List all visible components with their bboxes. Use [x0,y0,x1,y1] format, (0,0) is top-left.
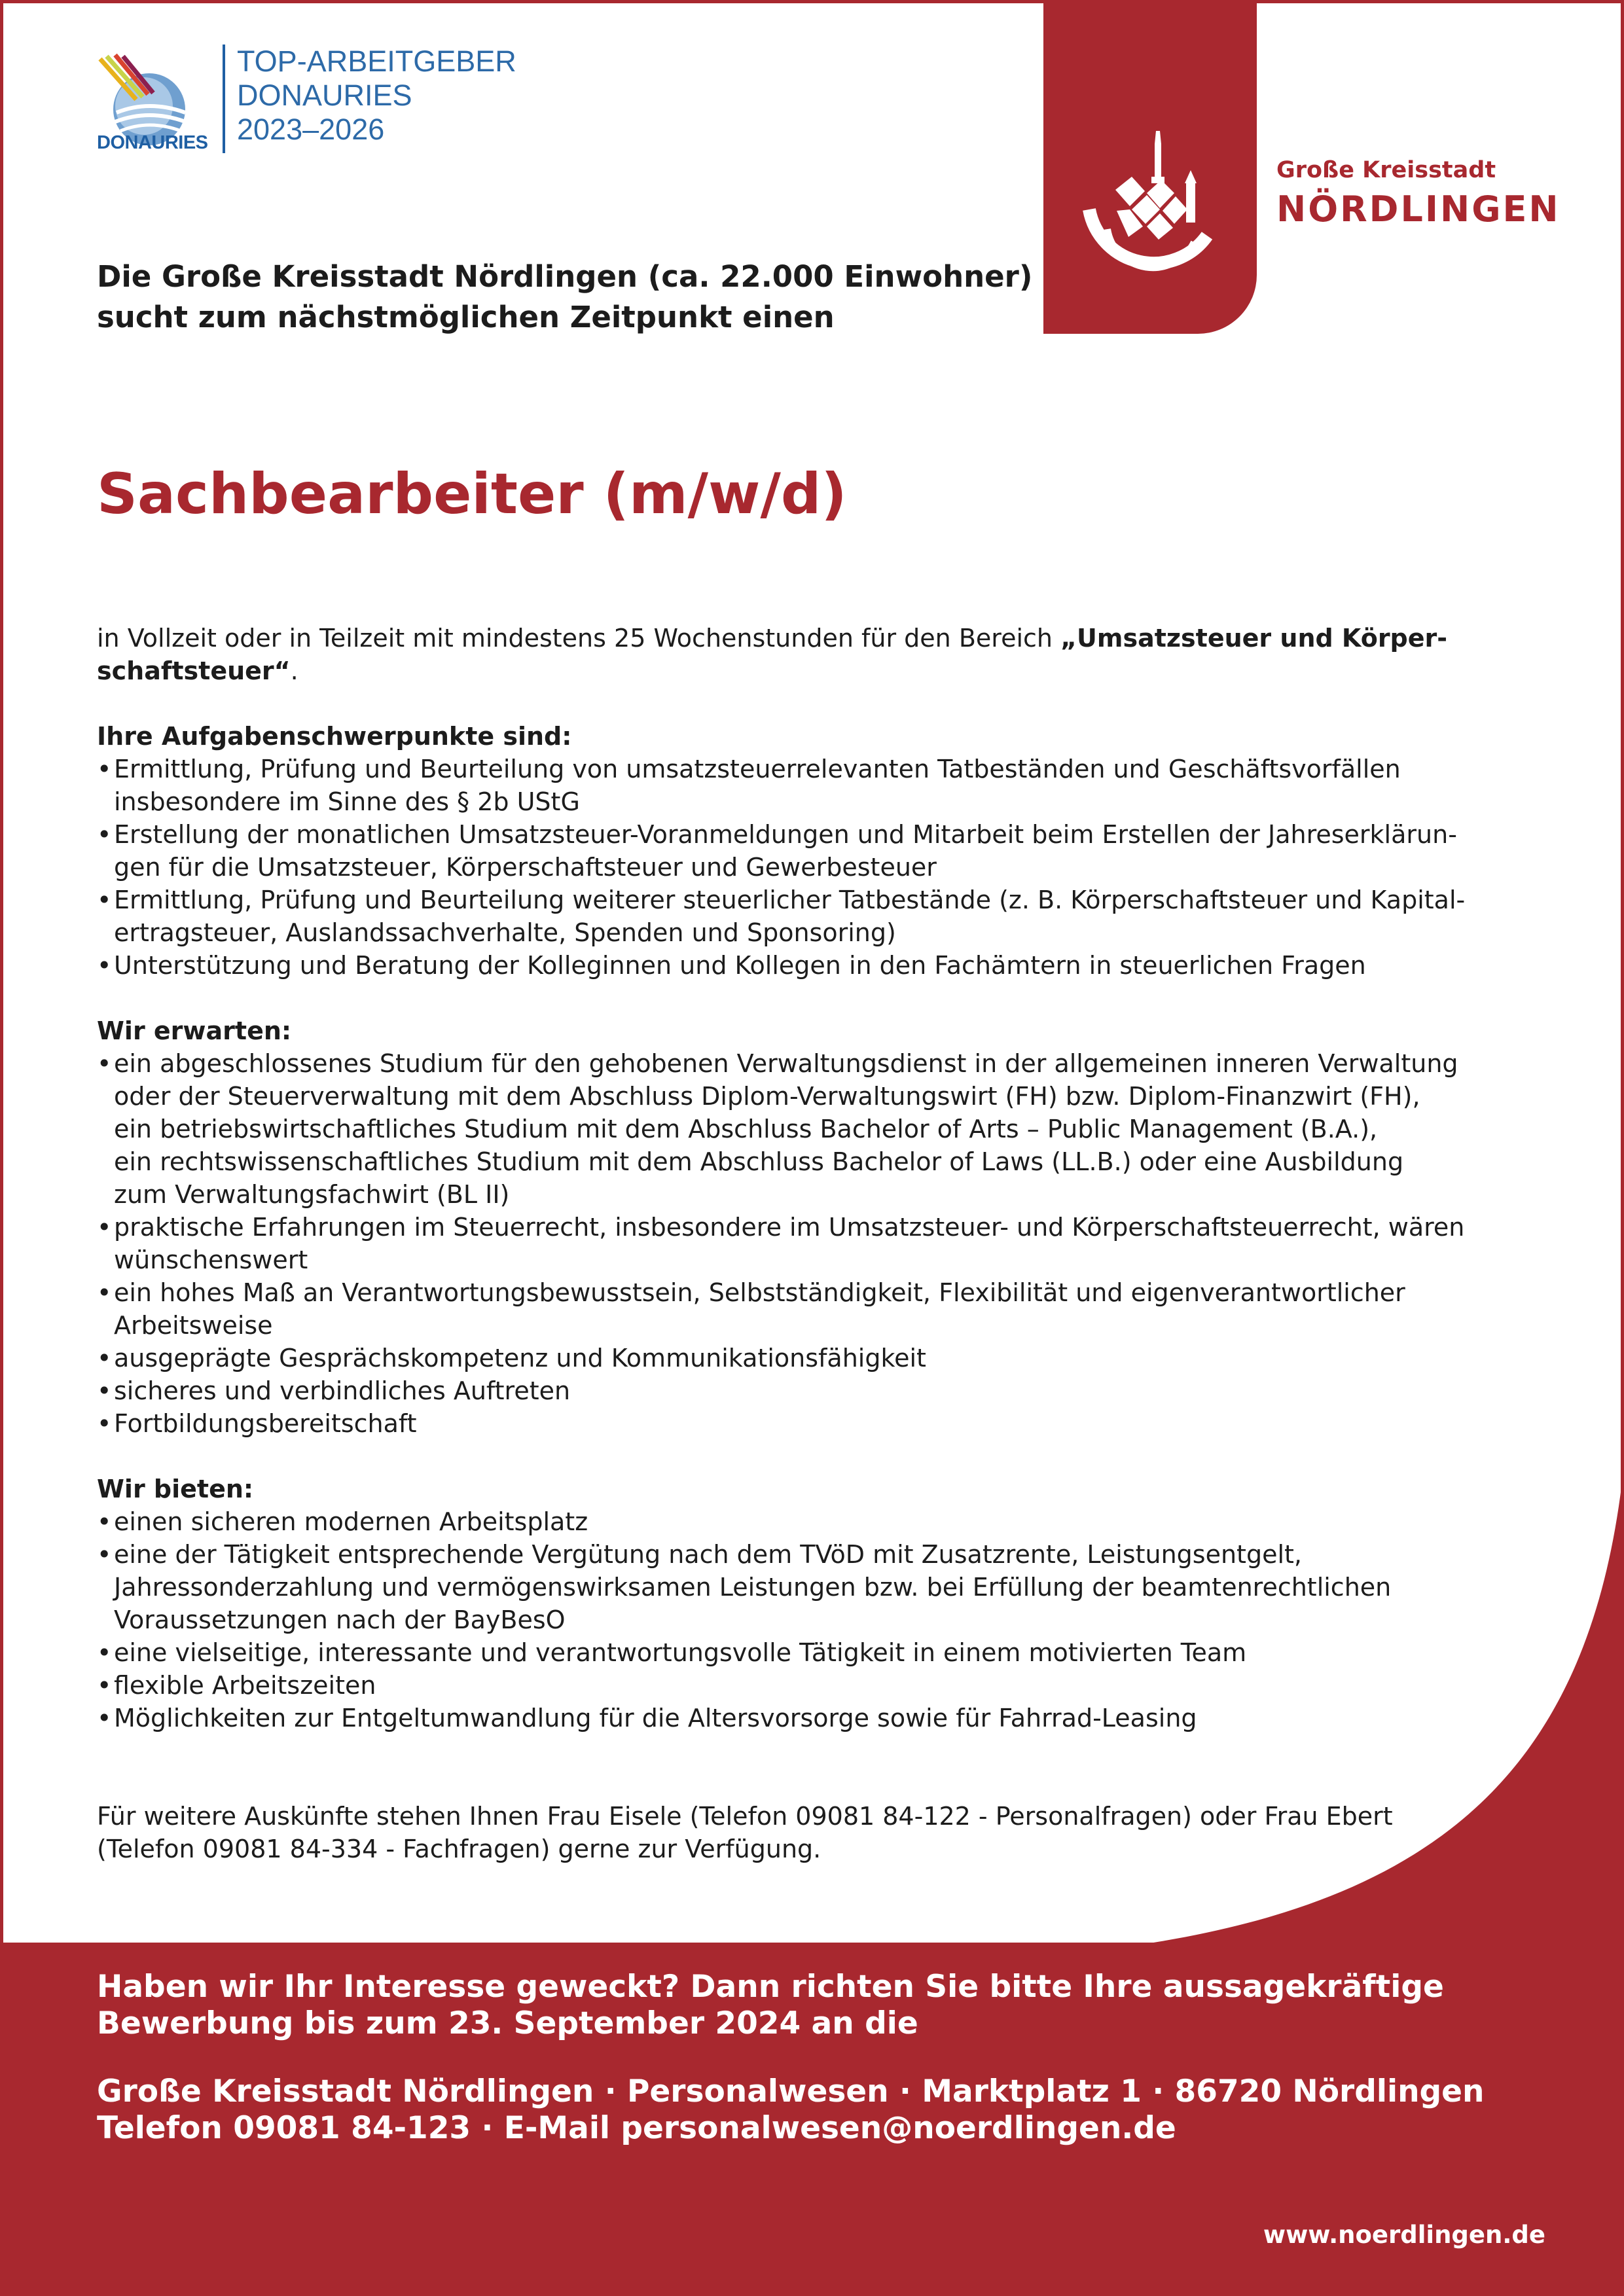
list-item-line: • praktische Erfahrungen im Steuerrecht, insbesondere im Umsatzsteuer- und Körperschaftsteuerrecht, wären [114,1213,1465,1242]
list-item [97,1374,1537,1407]
award-divider [223,45,225,153]
list-item-line: gen für die Umsatzsteuer, Körperschaftsteuer und Gewerbesteuer [114,853,937,882]
list-item-line: insbesondere im Sinne des § 2b UStG [114,787,580,816]
award-logo [97,41,529,158]
offer-list [97,1505,1537,1734]
city-name [1276,156,1561,234]
website-link[interactable]: www.noerdlingen.de [1263,2221,1545,2249]
offer-heading: Wir bieten: [97,1475,254,1503]
list-item-line: • ein abgeschlossenes Studium für den gehobenen Verwaltungsdienst in der allgemeinen inneren Verwaltung [114,1049,1458,1078]
cta-line: Bewerbung bis zum 23. September 2024 an die [97,2005,918,2041]
list-item-line: • ausgeprägte Gesprächskompetenz und Kommunikationsfähigkeit [114,1344,926,1372]
intro-text [97,257,1033,338]
award-line: DONAURIES [237,79,412,112]
scope-suffix: . [290,656,298,685]
list-item [97,949,1537,982]
contact-line: (Telefon 09081 84-334 - Fachfragen) gerne zur Verfügung. [97,1835,821,1863]
list-item-line: oder der Steuerverwaltung mit dem Abschluss Diplom-Verwaltungswirt (FH) bzw. Diplom-Finanzwirt (FH), [114,1082,1420,1111]
list-item-line: • Fortbildungsbereitschaft [114,1409,417,1438]
list-item-line: • Ermittlung, Prüfung und Beurteilung weiterer steuerlicher Tatbestände (z. B. Körperschaftsteuer und Kapital- [114,886,1466,914]
tasks-heading: Ihre Aufgabenschwerpunkte sind: [97,722,572,751]
city-logo-tab [1043,0,1257,334]
address-line: Telefon 09081 84-123 · E-Mail personalwesen@noerdlingen.de [97,2110,1176,2146]
footer [0,1943,1624,2296]
list-item [97,1342,1537,1374]
list-item-line: ertragsteuer, Auslandssachverhalte, Spenden und Sponsoring) [114,918,896,947]
contact-text [97,1800,1537,1865]
list-item-line: • Erstellung der monatlichen Umsatzsteuer-Voranmeldungen und Mitarbeit beim Erstellen der Jahreserklärun- [114,820,1457,849]
list-item-line: ein betriebswirtschaftliches Studium mit dem Abschluss Bachelor of Arts – Public Management (B.A.), [114,1115,1378,1143]
expect-list [97,1047,1537,1440]
scope-prefix: in Vollzeit oder in Teilzeit mit mindestens 25 Wochenstunden für den Bereich [97,624,1061,653]
list-item-line: wünschenswert [114,1246,308,1274]
list-item [97,1276,1537,1342]
contact-line: Für weitere Auskünfte stehen Ihnen Frau Eisele (Telefon 09081 84-122 - Personalfragen) oder Frau Ebert [97,1802,1393,1831]
list-item-line: • Unterstützung und Beratung der Kolleginnen und Kollegen in den Fachämtern in steuerlichen Fragen [114,951,1366,980]
list-item-line: • eine vielseitige, interessante und verantwortungsvolle Tätigkeit in einem motivierten Team [114,1638,1247,1667]
list-item-line: • Ermittlung, Prüfung und Beurteilung von umsatzsteuerrelevanten Tatbeständen und Geschäftsvorfällen [114,755,1401,783]
city-name-prefix: Große Kreisstadt [1276,157,1496,183]
list-item-line: zum Verwaltungsfachwirt (BL II) [114,1180,510,1209]
list-item-line: ein rechtswissenschaftliches Studium mit dem Abschluss Bachelor of Laws (LL.B.) oder eine Ausbildung [114,1147,1404,1176]
list-item [97,1669,1537,1702]
intro-line: Die Große Kreisstadt Nördlingen (ca. 22.000 Einwohner) [97,259,1033,294]
scope-bold-2: schaftsteuer“ [97,656,291,685]
list-item-line: • einen sicheren modernen Arbeitsplatz [114,1507,588,1536]
award-text [237,45,516,147]
list-item [97,1538,1537,1636]
list-item [97,1505,1537,1538]
list-item-line: • ein hohes Maß an Verantwortungsbewusstsein, Selbstständigkeit, Flexibilität und eigenverantwortlicher [114,1278,1405,1307]
list-item [97,1211,1537,1276]
intro-line: sucht zum nächstmöglichen Zeitpunkt einen [97,300,835,334]
tasks-list [97,753,1537,982]
list-item [97,1636,1537,1669]
scope-line-1 [97,622,1537,655]
job-description [97,622,1537,1865]
address-line: Große Kreisstadt Nördlingen · Personalwesen · Marktplatz 1 · 86720 Nördlingen [97,2073,1485,2109]
award-line: TOP-ARBEITGEBER [237,45,516,78]
noerdlingen-city-emblem-icon [1076,131,1220,288]
list-item-line: • flexible Arbeitszeiten [114,1671,376,1700]
list-item-line: Jahressonderzahlung und vermögenswirksamen Leistungen bzw. bei Erfüllung der beamtenrechtlichen [114,1573,1392,1602]
list-item-line: Voraussetzungen nach der BayBesO [114,1605,566,1634]
scope-line-2 [97,655,1537,687]
list-item [97,1702,1537,1734]
job-title: Sachbearbeiter (m/w/d) [97,461,847,527]
city-name-main: NÖRDLINGEN [1276,188,1561,230]
list-item [97,818,1537,884]
list-item [97,884,1537,949]
scope-text [97,622,1537,687]
award-line: 2023–2026 [237,113,385,146]
list-item-line: Arbeitsweise [114,1311,273,1340]
list-item-line: • eine der Tätigkeit entsprechende Vergütung nach dem TVöD mit Zusatzrente, Leistungsentgelt, [114,1540,1302,1569]
application-address [97,2073,1485,2147]
award-mark-label: DONAURIES [97,132,208,153]
expect-heading: Wir erwarten: [97,1016,292,1045]
list-item-line: • sicheres und verbindliches Auftreten [114,1376,571,1405]
scope-bold-1: „Umsatzsteuer und Körper- [1060,624,1448,653]
list-item [97,753,1537,818]
cta-line: Haben wir Ihr Interesse geweckt? Dann richten Sie bitte Ihre aussagekräftige [97,1969,1444,2005]
list-item-line: • Möglichkeiten zur Entgeltumwandlung für die Altersvorsorge sowie für Fahrrad-Leasing [114,1704,1197,1732]
list-item [97,1047,1537,1211]
application-call [97,1969,1444,2042]
list-item [97,1407,1537,1440]
